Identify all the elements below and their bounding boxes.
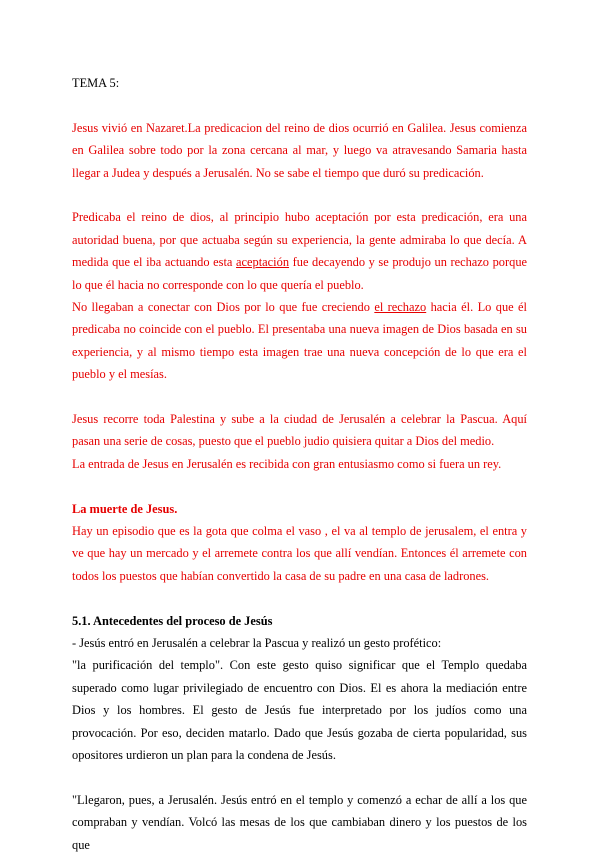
underlined-text: el rechazo [374,300,427,315]
paragraph-entrada: La entrada de Jesus en Jerusalén es recibida con gran entusiasmo como si fuera un rey. [72,456,502,471]
paragraph-rechazo [72,296,527,386]
paragraph-text: No llegaban a conectar con Dios por lo que fue creciendo [72,300,375,315]
paragraph-text: fue decayendo y se produjo un rechazo porque lo que él hacia no corresponde con lo que quería el pueblo. [72,255,528,292]
paragraph-palestina: Jesus recorre toda Palestina y sube a la ciudad de Jerusalén a celebrar la Pascua. Aquí pasan una serie de cosas, puesto que el pueblo judio quisiera quitar a Dios del medio. [72,412,527,449]
heading-antecedentes: 5.1. Antecedentes del proceso de Jesús [72,613,273,628]
paragraph-predicaba [72,206,527,296]
document-title: TEMA 5: [72,76,120,90]
paragraph-llegaron: "Llegaron, pues, a Jerusalén. Jesús entró en el templo y comenzó a echar de allí a los que compraban y vendían. Volcó las mesas de los que cambiaban dinero y los puestos de los que [72,792,527,852]
paragraph-nazaret: Jesus vivió en Nazaret.La predicacion del reino de dios ocurrió en Galilea. Jesus comienza en Galilea sobre todo por la zona cercana al mar, y luego va atravesando Samaria hasta llegar a Judea y después a Jerusalén. No se sabe el tiempo que duró su predicación. [72,120,527,180]
document-body [72,72,527,856]
paragraph-text: Predicaba el reino de dios, al principio hubo aceptación por esta predicación, era una autoridad buena, por que actuaba según su experiencia, la gente admiraba lo que decía. A medida que el iba actuando esta [72,210,527,270]
paragraph-text: hacia él. Lo que él predicaba no coincide con el pueblo. El presentaba una nueva imagen de Dios basada en su experiencia, y al mismo tiempo esta imagen trae una nueva concepción de lo que era el pueblo y el mesías. [72,300,527,382]
paragraph-purificacion: "la purificación del templo". Con este gesto quiso significar que el Templo quedaba superado como lugar privilegiado de encuentro con Dios. El es ahora la mediación entre Dios y los hombres. El gesto de Jesús fue interpretado por los judíos como una provocación. Por eso, deciden matarlo. Dado que Jesús gozaba de cierta popularidad, sus opositores urdieron un plan para la condena de Jesús. [72,658,527,763]
underlined-text: aceptación [236,255,290,270]
paragraph-pascua: - Jesús entró en Jerusalén a celebrar la Pascua y realizó un gesto profético: [72,636,442,651]
paragraph-episodio: Hay un episodio que es la gota que colma el vaso , el va al templo de jerusalem, el entra y ve que hay un mercado y el arremete contra los que allí vendían. Entonces él arremete con todos los puestos que habían convertido la casa de su padre en una casa de ladrones. [72,524,527,583]
heading-muerte: La muerte de Jesus. [72,501,178,516]
